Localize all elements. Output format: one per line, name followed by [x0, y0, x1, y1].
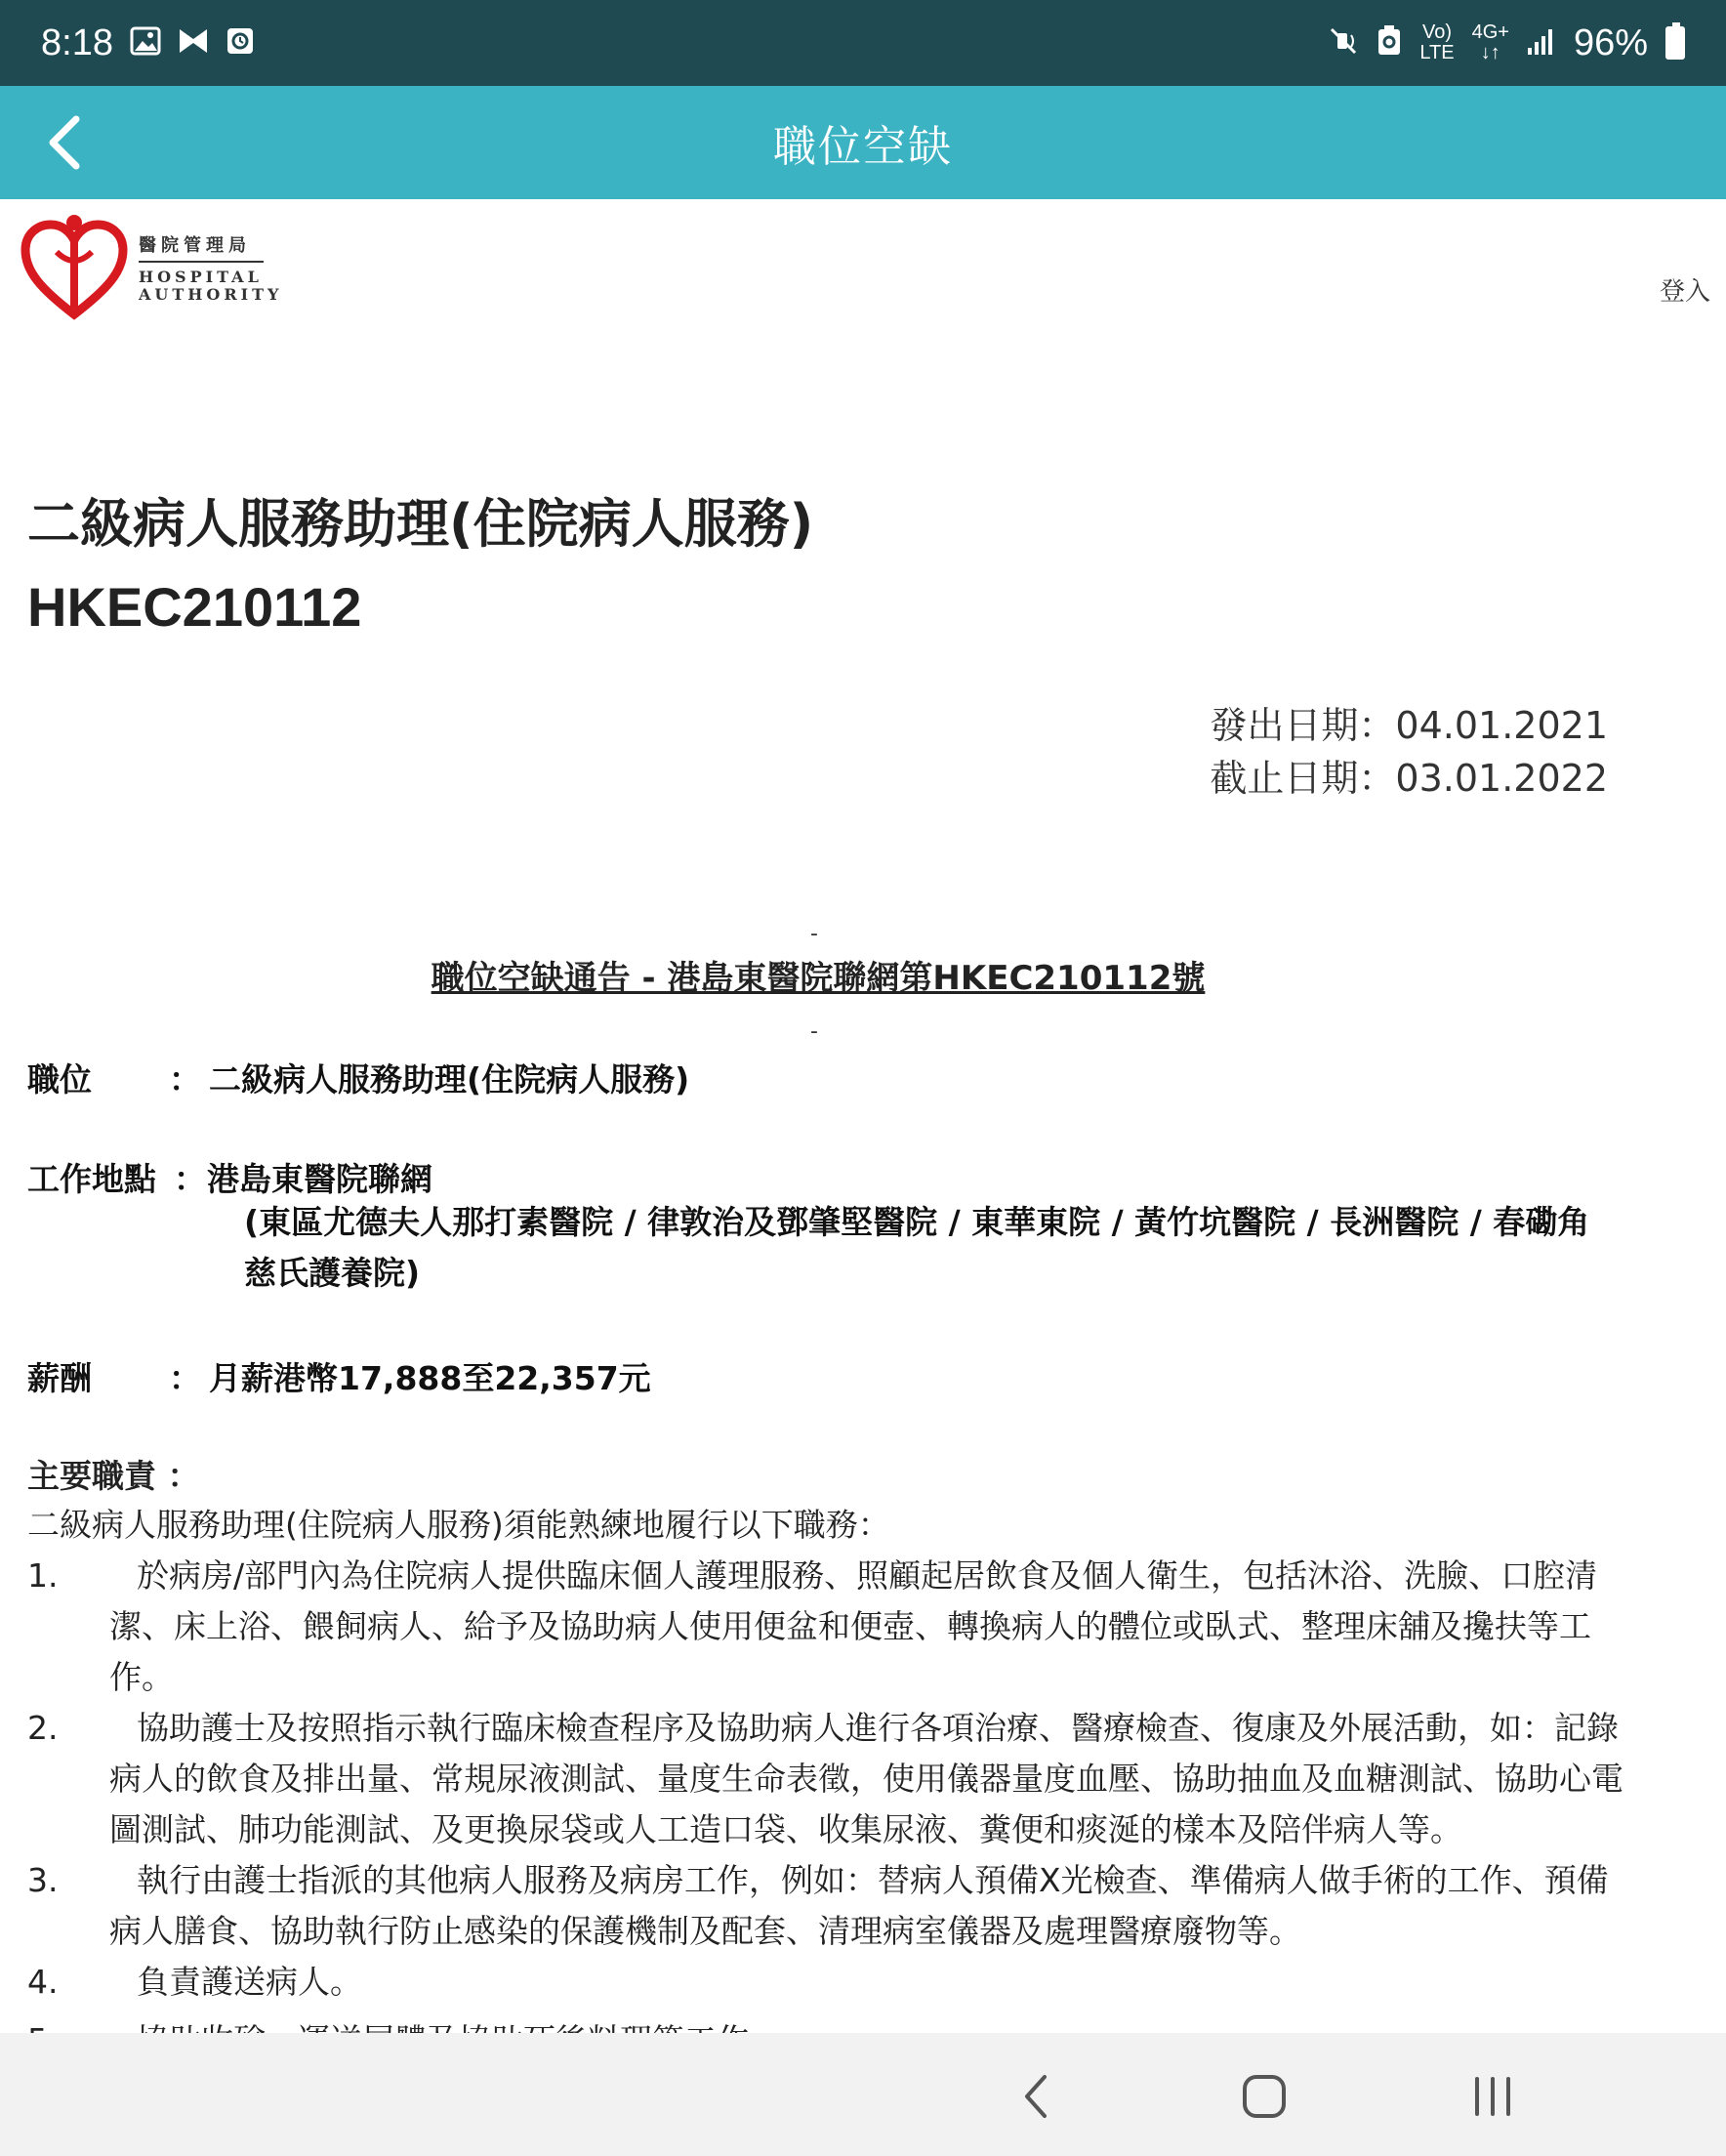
back-button[interactable] [29, 107, 100, 178]
chevron-left-icon [45, 115, 84, 170]
home-nav-icon [1241, 2073, 1288, 2120]
site-header [21, 213, 1710, 330]
closing-date: 截止日期：03.01.2022 [1210, 757, 1608, 800]
duty-item: 3. 執行由護士指派的其他病人服務及病房工作，例如：替病人預備X光檢查、準備病人做手術的工作、預備病人膳食、協助執行防止感染的保護機制及配套、清理病室儀器及處理醫療廢物等。 [27, 1861, 1609, 1950]
volte-indicator: Vo) LTE [1419, 21, 1455, 63]
webview-content[interactable]: 醫院管理局 HOSPITAL AUTHORITY 登入 二級病人服務助理(住院病人服務) HKEC210112 發出日期：04.01.2021 截止日期：03.01.2022 - 職位空缺通告 - 港島東醫院聯網第HKEC210112號 - 職位 ： 二級病人服務助理(住院病人服務) 工作地點 ： 港島東醫院聯網 (東區尤德夫人那打素醫院 / 律敦治及鄧肇堅醫院 / 東華東院 / 黃竹坑醫院 / 長洲醫院 / 春磡角慈氏護養院) 薪酬 ： 月薪港幣17,888至22,357元 主要職責 ： 二級病人服務助理(住院病人服務)須能熟練地履行以下職務： 1. 於病房/部門內為住院病人提供臨床個人護理服務、照顧起居飲食及個人衛生，包括沐浴、洗臉、口腔清潔、床上浴、餵飼病人、給予及協助病人使用便盆和便壺、轉換病人的體位或臥式、整理床舖及攙扶等工作。 2. 協助護士及按照指示執行臨床檢查程序及協助病人進行各項治療、醫療檢查、復康及外展活動，如：記錄病人的飲食及排出量、常規尿液測試、量度生命表徵，使用儀器量度血壓、協助抽血及血糖測試、協助心電圖測試、肺功能測試、及更換尿袋或人工造口袋、收集尿液、糞便和痰涎的樣本及陪伴病人等。 3. 執行由護士指派的其他病人服務及病房工作，例如：替病人預備X光檢查、準備病人做手術的工作、預備病人膳食、協助執行防止感染的保護機制及配套、清理病室儀器及處理醫療廢物等。 4. 負責護送病人。 [0, 199, 1726, 2033]
job-reference-code: HKEC210112 [27, 576, 362, 638]
duty-item: 4. 負責護送病人。 [27, 1963, 362, 2001]
issue-date: 發出日期：04.01.2021 [1210, 704, 1608, 747]
ha-heart-logo-icon [21, 213, 127, 322]
location-value: 港島東醫院聯網 [207, 1160, 432, 1198]
image-icon [131, 27, 160, 59]
butterfly-icon [178, 27, 209, 59]
recents-nav-icon [1471, 2075, 1514, 2118]
logo-english-line1: HOSPITAL [139, 268, 263, 287]
mute-icon [1328, 25, 1359, 61]
app-bar [0, 86, 1726, 199]
hospital-authority-logo[interactable] [21, 213, 282, 322]
job-title: 二級病人服務助理(住院病人服務) [27, 493, 814, 555]
duties-intro: 二級病人服務助理(住院病人服務)須能熟練地履行以下職務： [27, 1506, 890, 1544]
position-label: 職位 [27, 1060, 92, 1099]
status-bar [0, 0, 1726, 86]
signal-icon [1527, 26, 1556, 60]
salary-label: 薪酬 [27, 1359, 92, 1397]
job-dates [1210, 699, 1608, 805]
battery-icon [1665, 26, 1685, 60]
duty-item: 2. 協助護士及按照指示執行臨床檢查程序及協助病人進行各項治療、醫療檢查、復康及外展活動，如：記錄病人的飲食及排出量、常規尿液測試、量度生命表徵，使用儀器量度血壓、協助抽血及血糖測試、協助心電圖測試、肺功能測試、及更換尿袋或人工造口袋、收集尿液、糞便和痰涎的樣本及陪伴病人等。 [27, 1709, 1623, 1848]
network-indicator: 4G+ ↓↑ [1471, 21, 1509, 63]
separator-dash-top: - [810, 922, 818, 946]
battery-percentage: 96% [1573, 21, 1648, 63]
nav-recents-button[interactable] [1459, 2062, 1527, 2131]
location-label: 工作地點 [27, 1160, 156, 1198]
location-hospitals: (東區尤德夫人那打素醫院 / 律敦治及鄧肇堅醫院 / 東華東院 / 黃竹坑醫院 / 長洲醫院 / 春磡角慈氏護養院) [244, 1203, 1590, 1292]
separator-dash-bottom: - [810, 1019, 818, 1044]
page-title: 職位空缺 [773, 122, 953, 172]
position-value: 二級病人服務助理(住院病人服務) [209, 1060, 690, 1099]
duty-item: 1. 於病房/部門內為住院病人提供臨床個人護理服務、照顧起居飲食及個人衛生，包括沐浴、洗臉、口腔清潔、床上浴、餵飼病人、給予及協助病人使用便盆和便壺、轉換病人的體位或臥式、整理床舖及攙扶等工作。 [27, 1556, 1598, 1696]
data-saver-icon [1377, 25, 1402, 61]
nav-home-button[interactable] [1230, 2062, 1298, 2131]
system-navigation-bar [0, 2033, 1726, 2156]
duties-heading: 主要職責 ： [27, 1457, 200, 1495]
notice-heading: 職位空缺通告 - 港島東醫院聯網第HKEC210112號 [431, 959, 1206, 998]
status-time: 8:18 [41, 21, 113, 63]
login-link[interactable]: 登入 [1659, 277, 1710, 307]
logo-chinese-name: 醫院管理局 [139, 235, 251, 257]
back-nav-icon [1021, 2073, 1050, 2120]
salary-value: 月薪港幣17,888至22,357元 [209, 1359, 651, 1397]
clock-box-icon [226, 27, 254, 59]
nav-back-button[interactable] [1002, 2062, 1070, 2131]
logo-english-line2: AUTHORITY [139, 285, 283, 304]
